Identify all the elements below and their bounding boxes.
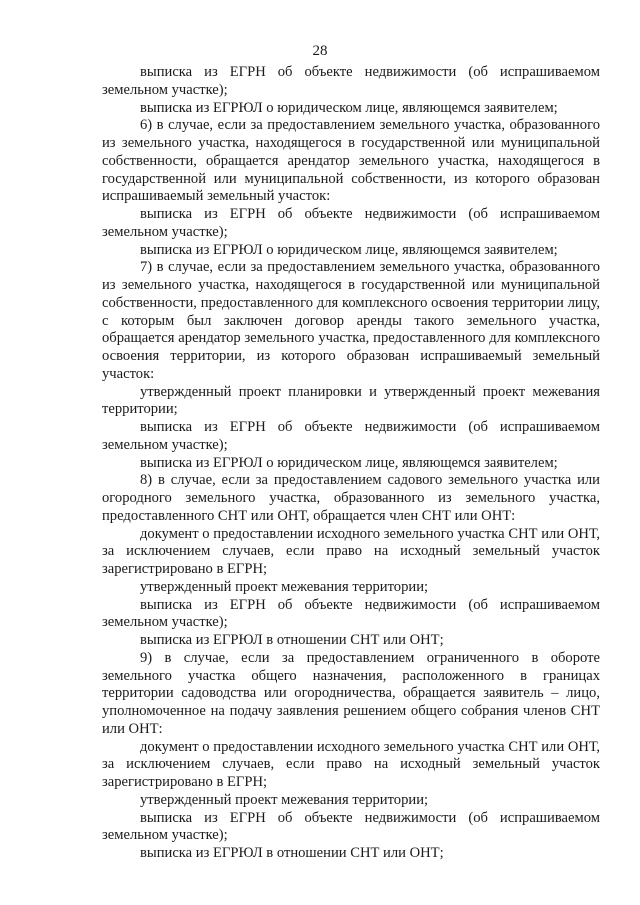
paragraph: 9) в случае, если за предоставлением ограниченного в обороте земельного участка общего назначения, расположенного в границах территории садоводства или огородничества, обращается заявитель – лицо, уполномоченное на подачу заявления решением общего собрания членов СНТ или ОНТ: — [102, 649, 600, 737]
paragraph: утвержденный проект межевания территории; — [140, 791, 429, 808]
paragraph: 7) в случае, если за предоставлением земельного участка, образованного из земельного участка, находящегося в государственной или муниципальной собственности, предоставленного для комплексного освоения территории лицу, с которым был заключен договор аренды такого земельного участка, обращается арендатор земельного участка, предоставленного для комплексного освоения территории, из которого образован испрашиваемый земельный участок: — [102, 259, 600, 382]
paragraph: выписка из ЕГРН об объекте недвижимости (об испрашиваемом земельном участке); — [102, 64, 600, 98]
paragraph: выписка из ЕГРЮЛ в отношении СНТ или ОНТ; — [140, 845, 444, 861]
paragraph: выписка из ЕГРН об объекте недвижимости (об испрашиваемом земельном участке); — [102, 419, 600, 453]
document-body — [102, 64, 600, 863]
paragraph: выписка из ЕГРН об объекте недвижимости (об испрашиваемом земельном участке); — [102, 596, 600, 631]
paragraph: выписка из ЕГРЮЛ о юридическом лице, являющемся заявителем; — [140, 99, 558, 116]
paragraph: утвержденный проект планировки и утвержденный проект межевания территории; — [102, 383, 600, 418]
paragraph: документ о предоставлении исходного земельного участка СНТ или ОНТ, за исключением случаев, если право на исходный земельный участок зарегистрировано в ЕГРН; — [102, 738, 600, 790]
page-number: 28 — [312, 43, 328, 59]
paragraph: выписка из ЕГРН об объекте недвижимости (об испрашиваемом земельном участке); — [102, 809, 600, 844]
paragraph: выписка из ЕГРЮЛ о юридическом лице, являющемся заявителем; — [140, 454, 558, 471]
paragraph: 6) в случае, если за предоставлением земельного участка, образованного из земельного участка, находящегося в государственной или муниципальной собственности, обращается арендатор земельного участка, находящегося в государственной или муниципальной собственности, из которого образован испрашиваемый земельный участок: — [102, 117, 600, 205]
paragraph: 8) в случае, если за предоставлением садового земельного участка или огородного земельного участка, образованного из земельного участка, предоставленного СНТ или ОНТ, обращается член СНТ или ОНТ: — [102, 472, 600, 524]
paragraph: утвержденный проект межевания территории; — [140, 578, 429, 595]
paragraph: документ о предоставлении исходного земельного участка СНТ или ОНТ, за исключением случаев, если право на исходный земельный участок зарегистрировано в ЕГРН; — [102, 525, 600, 577]
paragraph: выписка из ЕГРЮЛ о юридическом лице, являющемся заявителем; — [140, 241, 558, 258]
paragraph: выписка из ЕГРЮЛ в отношении СНТ или ОНТ; — [140, 632, 444, 648]
paragraph: выписка из ЕГРН об объекте недвижимости (об испрашиваемом земельном участке); — [102, 206, 600, 240]
